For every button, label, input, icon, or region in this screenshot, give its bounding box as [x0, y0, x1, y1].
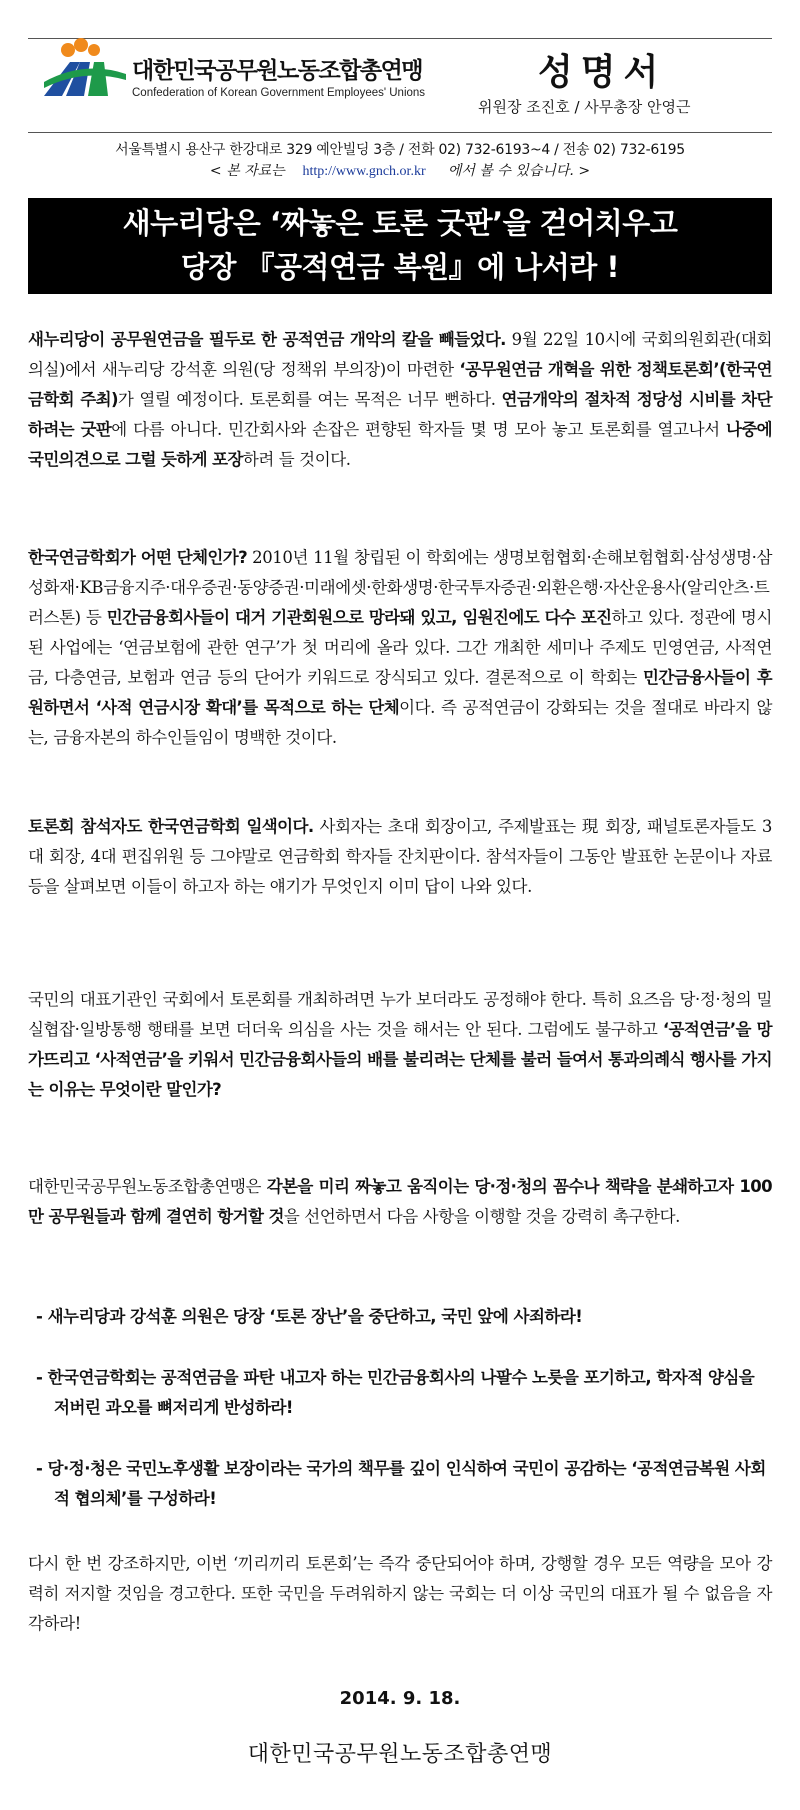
body-text: 하고 있다. 정관에 명시된 사업에는 ‘연금보험에 관한 연구’가 첫 머리에 올라 있다. 그간 개최한 세미나 주제도 민영연금, 사적연금, 다층연금, 보험과 연금 등의 단어가 키워드로 장식되고 있다. 결론적으로 이 학회는 — [28, 608, 773, 687]
demand-text: - 한국연금학회는 공적연금을 파탄 내고자 하는 민간금융회사의 나팔수 노릇을 포기하고, 학자적 양심을 저버린 과오를 뼈저리게 반성하라! — [36, 1368, 755, 1417]
org-name-english: Confederation of Korean Government Employees' Unions — [132, 87, 426, 99]
emphasis-text: 토론회 참석자도 한국연금학회 일색이다. — [28, 817, 314, 836]
body-text: 2010년 11월 창립된 이 학회에는 생명보험협회·손해보험협회·삼성생명·삼성화재·KB금융지주·대우증권·동양증권·미래에셋·한화생명·한국투자증권·외환은행·자산운용사(알리안츠·트러스톤) 등 — [28, 548, 772, 627]
emphasis-text: 각본을 미리 짜놓고 움직이는 당·정·청의 꼼수나 책략을 분쇄하고자 100만 공무원들과 함께 결연히 항거할 것 — [28, 1177, 772, 1226]
demand-text: - 새누리당과 강석훈 의원은 당장 ‘토론 장난’을 중단하고, 국민 앞에 사죄하라! — [36, 1307, 583, 1326]
body-text: 하려 들 것이다. — [242, 450, 351, 469]
document-type-title: 성명서 — [538, 52, 667, 93]
demand-item-3 — [36, 1454, 772, 1514]
emphasis-text: 새누리당이 공무원연금을 필두로 한 공적연금 개악의 칼을 빼들었다. — [28, 330, 506, 349]
demand-item-1 — [36, 1302, 772, 1332]
emphasis-text: 민간금융사들이 후원하면서 ‘사적 연금시장 확대’를 목적으로 하는 단체 — [28, 668, 773, 717]
emphasis-text: ‘공무원연금 개혁을 위한 정책토론회’(한국연금학회 주최) — [28, 360, 772, 409]
emphasis-text: 연금개악의 절차적 정당성 시비를 차단하려는 굿판 — [28, 390, 772, 439]
body-text: 이다. 즉 공적연금이 강화되는 것을 절대로 바라지 않는, 금융자본의 하수인들임이 명백한 것이다. — [28, 698, 772, 747]
body-text: 대한민국공무원노동조합총연맹은 — [28, 1177, 267, 1196]
body-text: 국민의 대표기관인 국회에서 토론회를 개최하려면 누가 보더라도 공정해야 한다. 특히 요즈음 당·정·청의 밀실협잡·일방통행 행태를 보면 더더욱 의심을 사는 것을 해서는 안 된다. 그럼에도 불구하고 — [28, 990, 772, 1039]
body-paragraph-5 — [28, 1172, 772, 1232]
emphasis-text: 나중에 국민의견으로 그럴 듯하게 포장 — [28, 420, 773, 469]
emphasis-text: 민간금융회사들이 대거 기관회원으로 망라돼 있고, 임원진에도 다수 포진 — [106, 608, 612, 627]
source-suffix: 에서 볼 수 있습니다. > — [447, 163, 591, 179]
source-notice — [0, 160, 800, 180]
body-text: 가 열릴 예정이다. 토론회를 여는 목적은 너무 뻔하다. — [117, 390, 502, 409]
source-prefix: < 본 자료는 — [209, 163, 285, 179]
source-url-link[interactable]: http://www.gnch.or.kr — [302, 164, 426, 179]
contact-address: 서울특별시 용산구 한강대로 329 예안빌딩 3층 / 전화 02) 732-6193~4 / 전송 02) 732-6195 — [115, 142, 685, 158]
body-text: 사회자는 초대 회장이고, 주제발표는 現 회장, 패널토론자들도 3대 회장, 4대 편집위원 등 그야말로 연금학회 학자들 잔치판이다. 참석자들이 그동안 발표한 논문이나 자료 등을 살펴보면 이들이 하고자 하는 얘기가 무엇인지 이미 답이 나와 있다. — [28, 817, 772, 896]
emphasis-text: 한국연금학회가 어떤 단체인가? — [28, 548, 248, 567]
headline-line-2: 당장 『공적연금 복원』에 나서라 ! — [180, 250, 620, 284]
officers-line: 위원장 조진호 / 사무총장 안영근 — [478, 98, 691, 116]
body-text: 에 다름 아니다. 민간회사와 손잡은 편향된 학자들 몇 명 모아 놓고 토론회를 열고나서 — [111, 420, 726, 439]
body-paragraph-1 — [28, 325, 772, 475]
closing-paragraph: 다시 한 번 강조하지만, 이번 ‘끼리끼리 토론회’는 즉각 중단되어야 하며, 강행할 경우 모든 역량을 모아 강력히 저지할 것임을 경고한다. 또한 국민을 두려워하지 않는 국회는 더 이상 국민의 대표가 될 수 없음을 자각하라! — [28, 1554, 772, 1633]
statement-date: 2014. 9. 18. — [339, 1688, 461, 1709]
header-divider — [28, 132, 772, 133]
signature-org-name: 대한민국공무원노동조합총연맹 — [247, 1742, 553, 1767]
demand-item-2 — [36, 1363, 772, 1423]
body-text: 을 선언하면서 다음 사항을 이행할 것을 강력히 촉구한다. — [283, 1207, 680, 1226]
emphasis-text: ‘공적연금’을 망가뜨리고 ‘사적연금’을 키워서 민간금융회사들의 배를 불리려는 단체를 불러 들여서 통과의례식 행사를 가지는 이유는 무엇이란 말인가? — [28, 1020, 773, 1099]
top-rule — [28, 38, 772, 39]
body-paragraph-3 — [28, 812, 772, 902]
headline-banner — [28, 198, 772, 294]
headline-line-1: 새누리당은 ‘짜놓은 토론 굿판’을 걷어치우고 — [122, 206, 678, 240]
body-paragraph-4 — [28, 985, 772, 1105]
union-logo-icon — [40, 38, 128, 100]
org-name-korean: 대한민국공무원노동조합총연맹 — [132, 58, 423, 84]
body-text: 9월 22일 10시에 국회의원회관(대회의실)에서 새누리당 강석훈 의원(당 정책위 부의장)이 마련한 — [28, 330, 773, 379]
demand-text: - 당·정·청은 국민노후생활 보장이라는 국가의 책무를 깊이 인식하여 국민이 공감하는 ‘공적연금복원 사회적 협의체’를 구성하라! — [36, 1459, 766, 1508]
body-paragraph-2 — [28, 543, 772, 753]
